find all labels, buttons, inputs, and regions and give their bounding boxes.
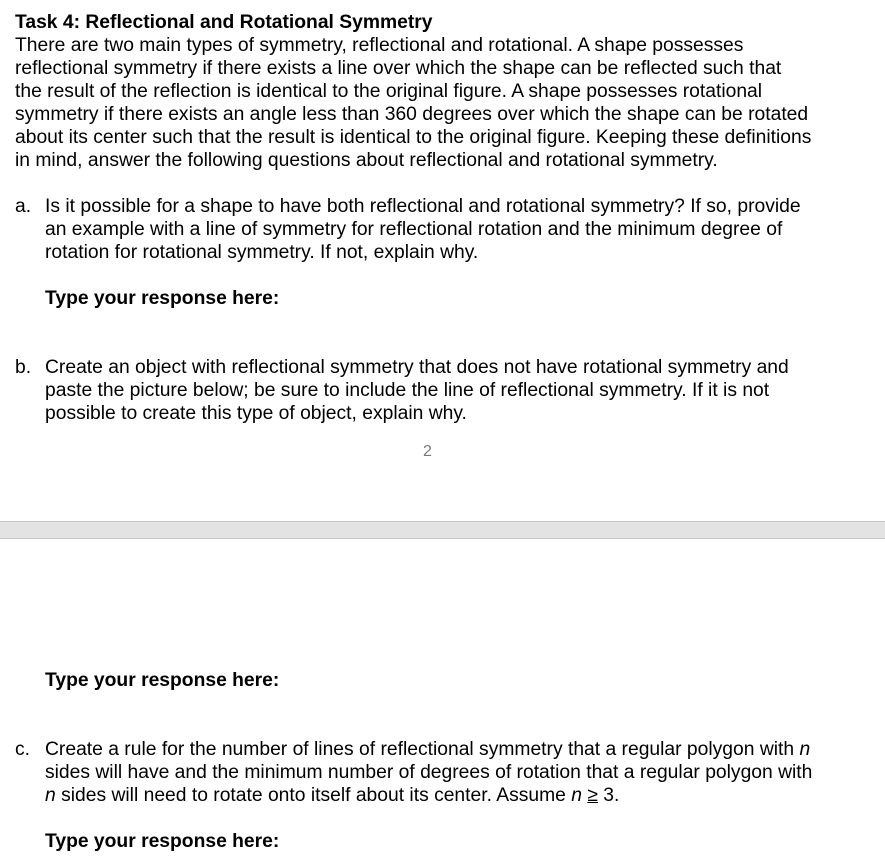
question-a-line: an example with a line of symmetry for reflectional rotation and the minimum degree of — [45, 219, 783, 240]
question-c-line: sides will have and the minimum number of degrees of rotation that a regular polygon with — [45, 762, 813, 783]
question-b-line: possible to create this type of object, explain why. — [45, 403, 467, 424]
question-c-line — [45, 738, 810, 761]
question-b-line: Create an object with reflectional symmetry that does not have rotational symmetry and — [45, 357, 789, 378]
question-c-text: 3. — [597, 785, 620, 806]
variable-n: n — [45, 785, 56, 806]
question-b-marker: b. — [15, 357, 32, 378]
intro-line: symmetry if there exists an angle less than 360 degrees over which the shape can be rotated — [15, 104, 809, 125]
question-c-line — [45, 784, 619, 807]
document-page-2 — [0, 539, 885, 866]
question-c-text: sides will need to rotate onto itself about its center. Assume — [55, 785, 572, 806]
question-a-response-prompt[interactable]: Type your response here: — [45, 288, 280, 309]
variable-n: n — [799, 739, 811, 760]
question-c-text: Create a rule for the number of lines of reflectional symmetry that a regular polygon with — [45, 739, 800, 760]
page-break — [0, 521, 885, 539]
intro-line: in mind, answer the following questions about reflectional and rotational symmetry. — [15, 150, 718, 171]
task-title: Task 4: Reflectional and Rotational Symmetry — [15, 12, 433, 33]
intro-line: about its center such that the result is identical to the original figure. Keeping these definitions — [15, 127, 812, 148]
question-b-line: paste the picture below; be sure to include the line of reflectional symmetry. If it is not — [45, 380, 770, 401]
question-c-marker: c. — [15, 739, 30, 760]
intro-line: There are two main types of symmetry, reflectional and rotational. A shape possesses — [15, 35, 744, 56]
variable-n: n — [571, 785, 582, 806]
question-b-response-prompt[interactable]: Type your response here: — [45, 670, 280, 691]
greater-equal-symbol: ≥ — [587, 785, 598, 806]
page-number: 2 — [423, 443, 432, 460]
question-a-marker: a. — [15, 196, 32, 217]
question-a-line: rotation for rotational symmetry. If not, explain why. — [45, 242, 479, 263]
question-a-line: Is it possible for a shape to have both reflectional and rotational symmetry? If so, provide — [45, 196, 801, 217]
question-c-response-prompt[interactable]: Type your response here: — [45, 831, 280, 852]
intro-line: the result of the reflection is identical to the original figure. A shape possesses rotational — [15, 81, 763, 102]
intro-line: reflectional symmetry if there exists a line over which the shape can be reflected such that — [15, 58, 782, 79]
